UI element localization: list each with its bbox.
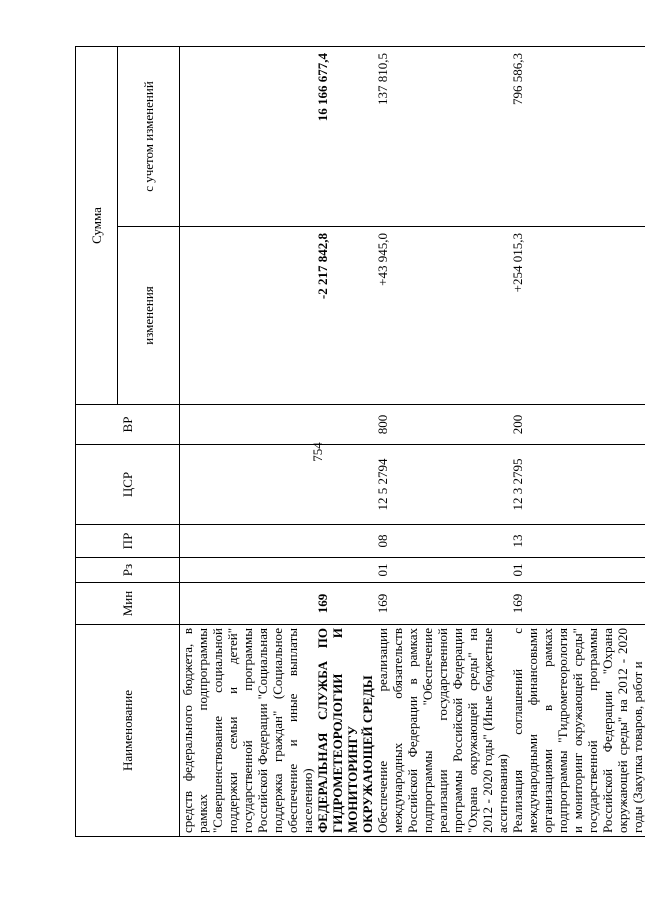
row-name: ФЕДЕРАЛЬНАЯ СЛУЖБА ПО ГИДРОМЕТЕОРОЛОГИИ И МОНИТОРИНГУ ОКРУЖАЮЩЕЙ СРЕДЫ bbox=[315, 625, 375, 837]
row-csr: 12 3 2795 bbox=[510, 445, 645, 525]
row-min: 169 bbox=[315, 583, 375, 625]
table-row bbox=[375, 47, 510, 837]
row-name: средств федерального бюджета, в рамках подпрограммы "Совершенствование социальной поддержки семьи и детей" государственной программы Российской Федерации "Социальная поддержка граждан" (Социальное обеспечение и иные выплаты населению) bbox=[180, 625, 316, 837]
header-with-changes: с учетом изменений bbox=[118, 47, 180, 227]
header-min: Мин bbox=[76, 583, 180, 625]
table-row bbox=[510, 47, 645, 837]
header-sum: Сумма bbox=[76, 47, 118, 405]
row-csr bbox=[180, 445, 316, 525]
row-total: 796 586,3 bbox=[510, 47, 645, 227]
page-number: 754 bbox=[310, 442, 325, 462]
rotated-page-content bbox=[75, 47, 645, 837]
row-total: 16 166 677,4 bbox=[315, 47, 375, 227]
row-csr bbox=[315, 445, 375, 525]
row-vr: 200 bbox=[510, 405, 645, 445]
table-row bbox=[315, 47, 375, 837]
row-total: 137 810,5 bbox=[375, 47, 510, 227]
row-vr bbox=[315, 405, 375, 445]
row-pr bbox=[315, 525, 375, 558]
row-change: +43 945,0 bbox=[375, 227, 510, 405]
row-rz: 01 bbox=[510, 558, 645, 583]
row-change: +254 015,3 bbox=[510, 227, 645, 405]
header-rz: Рз bbox=[76, 558, 180, 583]
row-vr bbox=[180, 405, 316, 445]
row-pr: 08 bbox=[375, 525, 510, 558]
row-min bbox=[180, 583, 316, 625]
row-rz bbox=[180, 558, 316, 583]
row-min: 169 bbox=[510, 583, 645, 625]
budget-table bbox=[75, 46, 645, 837]
header-pr: ПР bbox=[76, 525, 180, 558]
row-name: Реализация соглашений с международными финансовыми организациями в рамках подпрограммы "Гидрометеорология и мониторинг окружающей среды" государственной программы Российской Федерации "Охрана окружающей среды" на 2012 - 2020 годы (Закупка товаров, работ и bbox=[510, 625, 645, 837]
header-changes: изменения bbox=[118, 227, 180, 405]
row-min: 169 bbox=[375, 583, 510, 625]
row-pr: 13 bbox=[510, 525, 645, 558]
row-pr bbox=[180, 525, 316, 558]
table-row bbox=[180, 47, 316, 837]
row-vr: 800 bbox=[375, 405, 510, 445]
row-change bbox=[180, 227, 316, 405]
row-name: Обеспечение реализации международных обязательств Российской Федерации в рамках подпрограммы "Обеспечение реализации государственной программы Российской Федерации "Охрана окружающей среды" на 2012 - 2020 годы" (Иные бюджетные ассигнования) bbox=[375, 625, 510, 837]
row-csr: 12 5 2794 bbox=[375, 445, 510, 525]
header-name: Наименование bbox=[76, 625, 180, 837]
header-vr: ВР bbox=[76, 405, 180, 445]
header-csr: ЦСР bbox=[76, 445, 180, 525]
row-total bbox=[180, 47, 316, 227]
row-change: -2 217 842,8 bbox=[315, 227, 375, 405]
row-rz: 01 bbox=[375, 558, 510, 583]
row-rz bbox=[315, 558, 375, 583]
